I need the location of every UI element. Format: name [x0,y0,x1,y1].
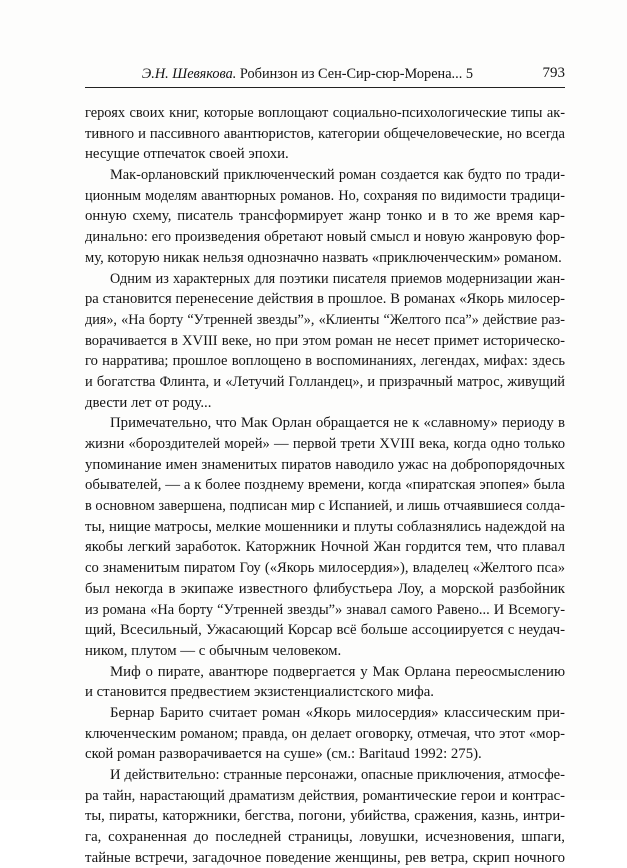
running-head [142,66,473,83]
text-line: в основном завершена, подписан мир с Испанией, и лишь отчаявшиеся солда- [85,498,566,515]
text-line: ключенческим романом; правда, он делает оговорку, отмечая, что этот «мор- [85,725,565,742]
text-line: га, сохраненная до последней страницы, ловушки, исчезновения, шпаги, [85,829,565,846]
text-line: го нарратива; прошлое воплощено в воспоминаниях, легендах, мифах: здесь [85,353,565,370]
text-line: со знаменитым пиратом Гоу («Якорь милосердия»), владелец «Желтого пса» [85,560,565,577]
text-line: динально: его произведения обретают новый смысл и новую жанровую фор- [85,229,565,246]
text-line: из романа «На борту “Утренней звезды”» знавал самого Равено... И Всемогу- [85,601,565,618]
text-line: тивного и пассивного авантюристов, категории общечеловеческие, но всегда [85,125,565,142]
text-line: несущие отпечаток своей эпохи. [85,146,289,163]
page-number: 793 [542,65,565,81]
text-line: Бернар Барито считает роман «Якорь милосердия» классическим при- [110,704,565,721]
running-head-author: Э.Н. Шевякова. [141,66,237,82]
text-line: двести лет от роду... [85,394,212,411]
text-line: ционным моделям авантюрных романов. Но, сохраняя по видимости традици- [85,187,565,204]
text-line: тайные встречи, загадочное поведение женщины, рев ветра, скрип ночного [85,849,565,866]
text-line: дия», «На борту “Утренней звезды”», «Клиенты “Желтого пса”» действие раз- [85,311,565,328]
text-line: и становится предвестием экзистенциалистского мифа. [85,684,434,701]
text-line: Одним из характерных для поэтики писателя приемов модернизации жан- [110,270,565,287]
text-line: ником, плутом — с обычным человеком. [85,642,342,659]
text-line: упоминание имен знаменитых пиратов наводило ужас на добропорядочных [85,456,565,473]
page-header [85,65,565,88]
text-line: ра тайн, нарастающий драматизм действия, романтические герои и контрас- [85,787,565,804]
text-line: щий, Всесильный, Ужасающий Корсар всё больше ассоциируется с неудач- [85,622,565,639]
text-line: ской роман разворачивается на суше» (см.: Baritaud 1992: 275). [85,746,482,763]
running-head-title: Робинзон из Сен-Сир-сюр-Морена... 5 [239,66,473,82]
text-line: Примечательно, что Мак Орлан обращается не к «славному» периоду в [110,415,565,432]
body-text [85,103,565,868]
text-line: героях своих книг, которые воплощают социально-психологические типы ак- [85,105,565,121]
text-line: ра становится перенесение действия в прошлое. В романах «Якорь милосер- [85,291,565,308]
text-line: И действительно: странные персонажи, опасные приключения, атмосфе- [110,767,565,783]
text-line: му, которую никак нельзя однозначно назвать «приключенческим» романом. [85,249,562,266]
text-line: ты, нищие матросы, мелкие мошенники и плуты соблазнялись надеждой на [85,518,565,535]
text-line: и богатства Флинта, и «Летучий Голландец», и призрачный матрос, живущий [85,373,565,390]
text-line: был некогда в экипаже известного флибустьера Лоу, а морской разбойник [85,580,565,597]
text-line: якобы легкий заработок. Каторжник Ночной Жан гордится тем, что плавал [85,539,565,556]
text-line: ты, пираты, каторжники, бегства, погони, убийства, сражения, казнь, интри- [85,808,565,825]
text-line: Мак-орлановский приключенческий роман создается как будто по тради- [110,167,565,184]
text-line: жизни «бороздителей морей» — первой трети XVIII века, когда одно только [85,436,565,452]
text-line: Миф о пирате, авантюре подвергается у Мак Орлана переосмыслению [110,663,565,680]
text-line: онную схему, писатель трансформирует жанр тонко и в то же время кар- [85,208,565,225]
text-line: ворачивается в XVIII веке, но при этом роман не несет примет историческо- [85,332,565,349]
text-line: обывателей, — а к более позднему времени, когда «пиратская эпопея» была [85,477,565,494]
